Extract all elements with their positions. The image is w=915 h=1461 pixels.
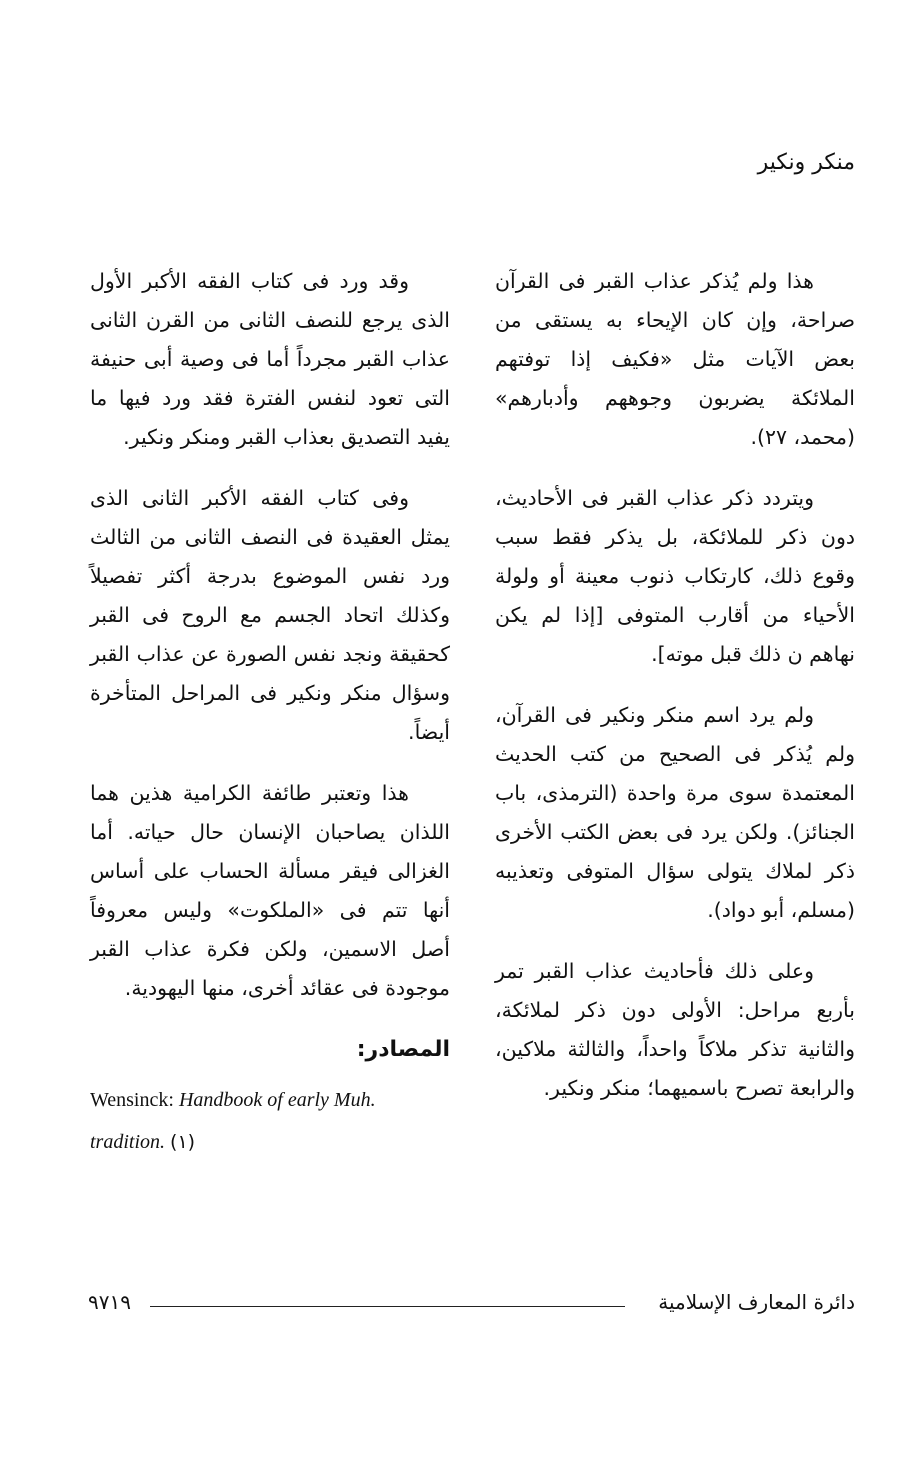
reference-work: Handbook of early Muh. tradition. bbox=[90, 1089, 376, 1153]
right-column bbox=[495, 262, 855, 1130]
page-header-title: منكر ونكير bbox=[757, 150, 855, 175]
footer-journal-title: دائرة المعارف الإسلامية bbox=[658, 1290, 855, 1314]
sources-heading: المصادر: bbox=[356, 1037, 450, 1062]
paragraph: وقد ورد فى كتاب الفقه الأكبر الأول الذى يرجع للنصف الثانى من القرن الثانى عذاب القبر مجرداً أما فى وصية أبى حنيفة التى تعود لنفس الفترة فقد ورد فيها ما يفيد التصديق بعذاب القبر ومنكر ونكير. bbox=[90, 269, 450, 449]
paragraph: هذا وتعتبر طائفة الكرامية هذين هما اللذان يصاحبان الإنسان حال حياته. أما الغزالى فيقر مسألة الحساب على أساس أنها تتم فى «الملكوت» وليس معروفاً أصل الاسمين، ولكن فكرة عذاب القبر موجودة فى عقائد أخرى، منها اليهودية. bbox=[90, 781, 450, 1000]
paragraph: وفى كتاب الفقه الأكبر الثانى الذى يمثل العقيدة فى النصف الثانى من الثالث ورد نفس الموضوع بدرجة أكثر تفصيلاً وكذلك اتحاد الجسم مع الروح فى القبر كحقيقة ونجد نفس الصورة عن عذاب القبر وسؤال منكر ونكير فى المراحل المتأخرة أيضاً. bbox=[90, 486, 450, 744]
reference-entry bbox=[90, 1079, 450, 1163]
reference-author: Wensinck: bbox=[90, 1089, 174, 1111]
page-number: ٩٧١٩ bbox=[88, 1290, 131, 1314]
footer-rule bbox=[150, 1306, 625, 1307]
page-footer bbox=[88, 1290, 855, 1320]
reference-number: (١) bbox=[170, 1131, 196, 1153]
paragraph: ولم يرد اسم منكر ونكير فى القرآن، ولم يُذكر فى الصحيح من كتب الحديث المعتمدة سوى مرة واحدة (الترمذى، باب الجنائز). ولكن يرد فى بعض الكتب الأخرى ذكر لملاك يتولى سؤال المتوفى وتعذيبه (مسلم، أبو دواد). bbox=[495, 703, 855, 922]
paragraph: هذا ولم يُذكر عذاب القبر فى القرآن صراحة، وإن كان الإيحاء به يستقى من بعض الآيات مثل «فكيف إذا توفتهم الملائكة يضربون وجوههم وأدبارهم» (محمد، ٢٧). bbox=[495, 269, 855, 449]
left-column bbox=[90, 262, 450, 1163]
paragraph: وعلى ذلك فأحاديث عذاب القبر تمر بأربع مراحل: الأولى دون ذكر لملائكة، والثانية تذكر ملاكاً واحداً، والثالثة ملاكين، والرابعة تصرح باسميهما؛ منكر ونكير. bbox=[495, 959, 855, 1100]
paragraph: ويتردد ذكر عذاب القبر فى الأحاديث، دون ذكر للملائكة، بل يذكر فقط سبب وقوع ذلك، كارتكاب ذنوب معينة أو ولولة الأحياء من أقارب المتوفى [إذا لم يكن نهاهم ن ذلك قبل موته]. bbox=[495, 486, 855, 666]
